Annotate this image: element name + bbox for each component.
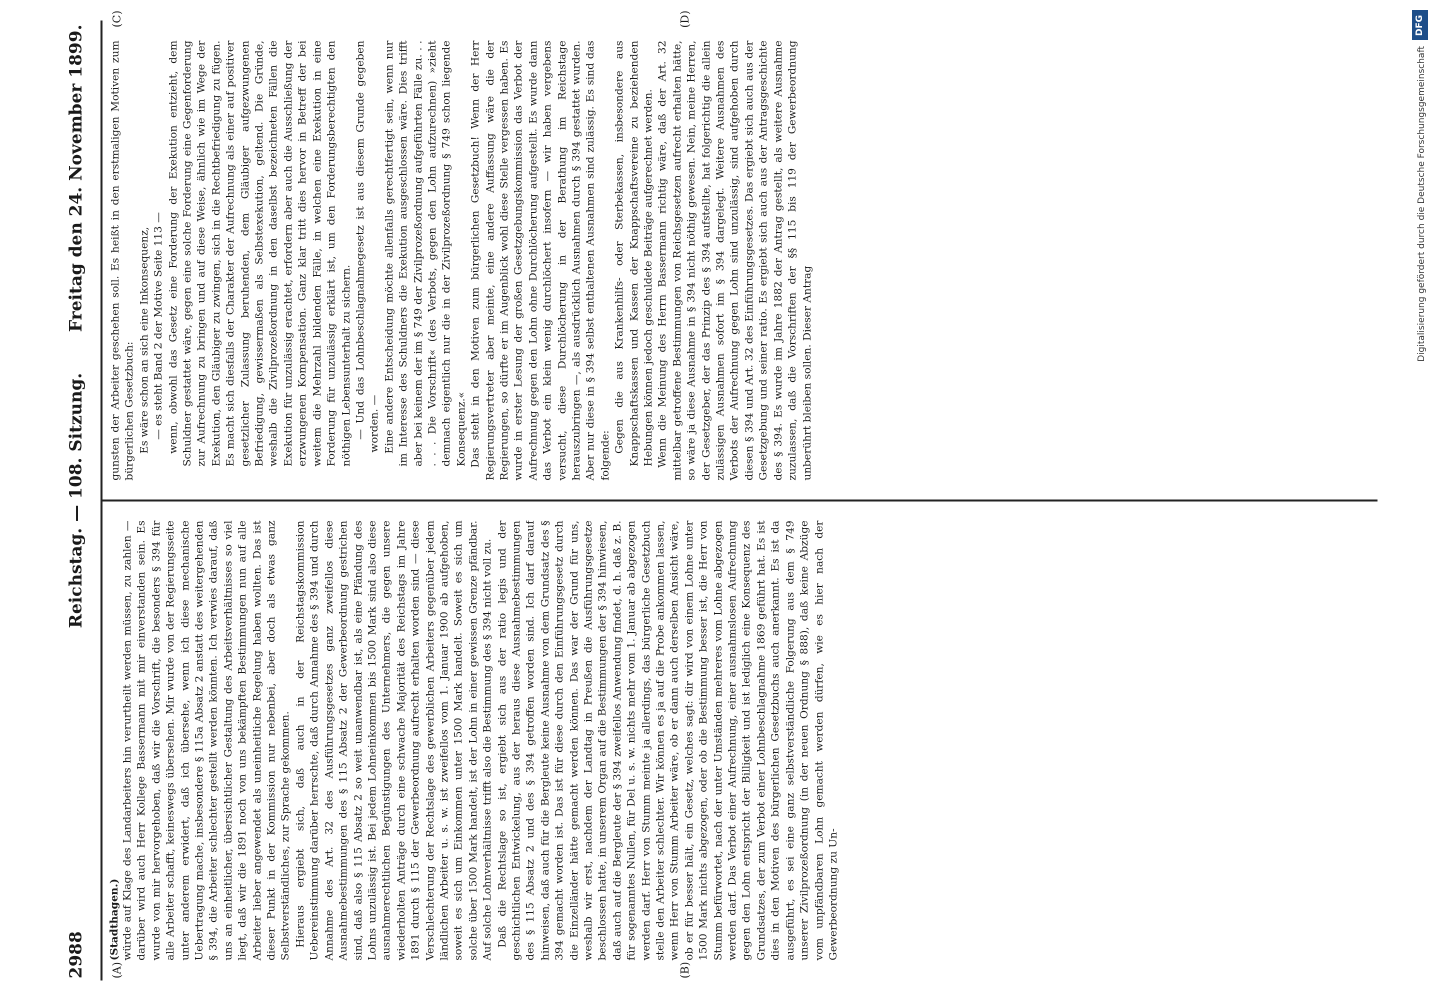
quoted-paragraph: Eine andere Entscheidung möchte allenfalls gerechtfertigt sein, wenn nur im Interesse des Schuldners die Exekution ausgeschlossen wäre. Dies trifft aber bei keinem der im § 749 der Zivilprozeßordnung aufgeführten Fälle zu. . . . . . Die Vorschrift« (des Verbots, gegen den Lohn aufzurechnen) »zieht demnach eigentlich nur die in der Zivilprozeßordnung § 749 schon liegende Konsequenz.« <box>383 40 468 467</box>
margin-marker-a: (A) <box>110 961 124 979</box>
right-paragraph: Das steht in den Motiven zum bürgerlichen Gesetzbuch! Wenn der Herr Regierungsvertreter aber meinte, eine andere Auffassung wäre die der Regierungen, so dürfte er im Augenblick wohl diese Stelle vergessen haben. Es wurde in erster Lesung der großen Gesetzgebungskommission das Verbot der Aufrechnung gegen den Lohn ohne Durchlöcherung aufgestellt. Es wurde dann das Verbot ein klein wenig durchlöchert insofern — wir haben vergebens versucht, diese Durchlöcherung in der Berathung im Reichstage herauszubringen —, als ausdrücklich Ausnahmen durch § 394 gestattet wurden. Aber nur diese in § 394 selbst enthaltenen Ausnahmen sind zulässig. Es sind das folgende: <box>469 40 612 481</box>
right-paragraph: gunsten der Arbeiter geschehen soll. Es heißt in den erstmaligen Motiven zum bürgerlichen Gesetzbuch: <box>109 40 136 481</box>
quoted-paragraph: wenn, obwohl das Gesetz eine Forderung der Exekution entzieht, dem Schuldner gestattet wäre, gegen eine solche Forderung eine Gegenforderung zur Aufrechnung zu bringen und auf diese Weise, ähnlich wie im Wege der Exekution, den Gläubiger zu zwingen, sich in die Rechtbefriedigung zu fügen. Es macht sich diesfalls der Charakter der Aufrechnung als einer auf positiver gesetzlicher Zulassung beruhenden, dem Gläubiger aufgezwungenen Befriedigung, gewissermaßen als Selbstexekution, geltend. Die Gründe, weshalb die Zivilprozeßordnung in den daselbst bezeichneten Fällen die Exekution für unzulässig erachtet, erfordern aber auch die Ausschließung der erzwungenen Kompensation. Ganz klar tritt dies hervor in Betreff der bei weitem die Mehrzahl bildenden Fälle, in welchen eine Exekution in eine Forderung für unzulässig erklärt ist, um den Forderungsberechtigten den nöthigen Lebensunterhalt zu sichern. <box>167 40 352 467</box>
running-header <box>63 21 97 981</box>
digitization-sidebar <box>1408 10 1428 810</box>
margin-marker-d: (D) <box>678 10 692 28</box>
right-paragraph: Wenn die Meinung des Herrn Bassermann richtig wäre, daß der Art. 32 mittelbar getroffene Bestimmungen von Reichsgesetzen aufrecht erhalten hätte, so wäre ja diese Ausnahme in § 394 nicht nöthig gewesen. Nein, meine Herren, der Gesetzgeber, der das Prinzip des § 394 aufstellte, hat folgerichtig die allein zulässigen Ausnahmen sofort im § 394 dargelegt. Weitere Ausnahmen des Verbots der Aufrechnung gegen Lohn sind unzulässig, sind aufgehoben durch diesen § 394 und Art. 32 des Einführungsgesetzes. Das ergiebt sich auch aus der Gesetzgebung und seiner ratio. Es ergiebt sich auch aus der Antragsgeschichte des § 394. Es wurde im Jahre 1882 der Antrag gestellt, als weitere Ausnahme zuzulassen, daß die Vorschriften der §§ 115 bis 119 der Gewerbeordnung unberührt bleiben sollen. Dieser Antrag <box>656 40 813 481</box>
margin-marker-c: (C) <box>110 10 124 28</box>
quoted-paragraph: Gegen die aus Krankenhilfs- oder Sterbekassen, insbesondere aus Knappschaftskassen und Kassen der Knappschaftsvereine zu beziehenden Hebungen können jedoch geschuldete Beiträge aufgerechnet werden. <box>613 40 655 467</box>
left-paragraph: Hieraus ergiebt sich, daß auch in der Reichstagskommission Uebereinstimmung darüber herrschte, daß durch Annahme des § 394 und durch Annahme des Art. 32 des Ausführungsgesetzes ganz zweifellos diese Ausnahmebestimmungen des § 115 Absatz 2 der Gewerbeordnung gestrichen sind, daß also § 115 Absatz 2 so weit unanwendbar ist, als eine Pfändung des Lohns unzulässig ist. Bei jedem Lohneinkommen bis 1500 Mark sind also diese ausnahmerechtlichen Begünstigungen des Unternehmers, die gegen unsere wiederholten Anträge durch eine schwache Majorität des Reichstags im Jahre 1891 durch § 115 der Gewerbeordnung aufrecht erhalten worden sind — diese Verschlechterung der Rechtslage des gewerblichen Arbeiters gegenüber jedem ländlichen Arbeiter u. s. w. ist zweifellos vom 1. Januar 1900 ab aufgehoben, soweit es sich um Einkommen unter 1500 Mark handelt. Soweit es sich um solche über 1500 Mark handelt, ist der Lohn in einer gewissen Grenze pfändbar. Auf solche Lohnverhältnisse trifft also die Bestimmung des § 394 nicht voll zu. <box>294 520 494 961</box>
dfg-logo-icon: DFG <box>1412 10 1428 40</box>
column-divider <box>103 500 1378 502</box>
margin-marker-b: (B) <box>678 961 692 979</box>
left-paragraph: Daß die Rechtslage so ist, ergiebt sich aus der ratio legis und der geschichtlichen Entwickelung, aus der heraus diese Ausnahmebestimmungen des § 115 Absatz 2 und des § 394 getroffen worden sind. Ich darf darauf hinweisen, daß auch für die Bergleute keine Ausnahme von dem Grundsatz des § 394 gemacht worden ist. Das ist für diese durch den Einführungsgesetz durch die Einzelländer hätte gemacht werden können. Das war der Grund für uns, weshalb wir erst, nachdem der Landtag in Preußen die Ausführungsgesetze beschlossen hatte, in unserem Organ auf die Bestimmungen der § 394 hinwiesen, daß auch auf die Bergleute der § 394 zweifellos Anwendung findet, d. h. daß z. B. für sogenanntes Nullen, für Del u. s. w. nichts mehr vom 1. Januar ab abgezogen werden darf. Herr von Stumm meinte ja allerdings, das bürgerliche Gesetzbuch stelle den Arbeiter schlechter. Wir können es ja auf die Probe ankommen lassen, wenn Herr von Stumm Arbeiter wäre, ob er dann auch derselben Ansicht wäre, ob er für besser hält, ein Gesetz, welches sagt: dir wird von einem Lohne unter 1500 Mark nichts abgezogen, oder ob die Bestimmung besser ist, die Herr von Stumm befürwortet, nach der unter Umständen mehreres vom Lohne abgezogen werden darf. Das Verbot einer Aufrechnung, einer ausnahmslosen Aufrechnung gegen den Lohn entspricht der Billigkeit und ist lediglich eine Konsequenz des Grundsatzes, der zum Verbot einer Lohnbeschlagnahme 1869 geführt hat. Es ist dies in den Motiven des bürgerlichen Gesetzbuchs auch anerkannt. Es ist da ausgeführt, es sei eine ganz selbstverständliche Folgerung aus dem § 749 unserer Zivilprozeßordnung (in der neuen Ordnung § 888), daß keine Abzüge vom unpfändbaren Lohn gemacht werden dürfen, wie es hier nach der Gewerbeordnung zu Un- <box>496 520 840 961</box>
right-column <box>109 41 1376 481</box>
header-date: Freitag den 24. November 1899. <box>66 24 87 333</box>
speaker-label: (Stadthagen.) <box>108 878 121 961</box>
left-paragraph: würde auf Klage des Landarbeiters hin verurtheilt werden müssen, zu zahlen — darüber wird auch Herr Kollege Bassermann mit mir einverstanden sein. Es wurde von mir hervorgehoben, daß wir die Vorschrift, die besonders § 394 für alle Arbeiter schafft, keineswegs übersehen. Mir wurde von der Regierungsseite unter anderem erwidert, daß ich übersehe, wenn ich diese mechanische Uebertragung mache, insbesondere § 115a Absatz 2 anstatt des weitergehenden § 394, die Arbeiter schlechter gestellt werden könnten. Ich verwies darauf, daß uns an einheitlicher, übersichtlicher Gestaltung des Arbeitsverhältnisses so viel liegt, daß wir die 1891 noch von uns bekämpften Bestimmungen nun auf alle Arbeiter lieber angewendet als uneinheitliche Regelung haben wollten. Das ist dieser Punkt in der Kommission nur nebenbei, aber doch als etwas ganz Selbstverständliches, zur Sprache gekommen. <box>121 520 292 961</box>
digitization-note: Digitalisierung gefördert durch die Deutsche Forschungsgemeinschaft <box>1417 46 1427 362</box>
interjection-note: — es steht Band 2 der Motive Seite 113 — <box>152 212 165 440</box>
header-title: Reichstag. — 108. Sitzung. <box>66 372 87 629</box>
quoted-paragraph: Es wäre schon an sich eine Inkonsequenz, <box>138 226 151 454</box>
page-number: 2988 <box>66 931 87 979</box>
scanned-page <box>55 10 1380 981</box>
interjection-note: — Und das Lohnbeschlagnahmegesetz ist aus diesem Grunde gegeben worden. — <box>354 40 381 453</box>
left-column <box>109 521 1376 961</box>
